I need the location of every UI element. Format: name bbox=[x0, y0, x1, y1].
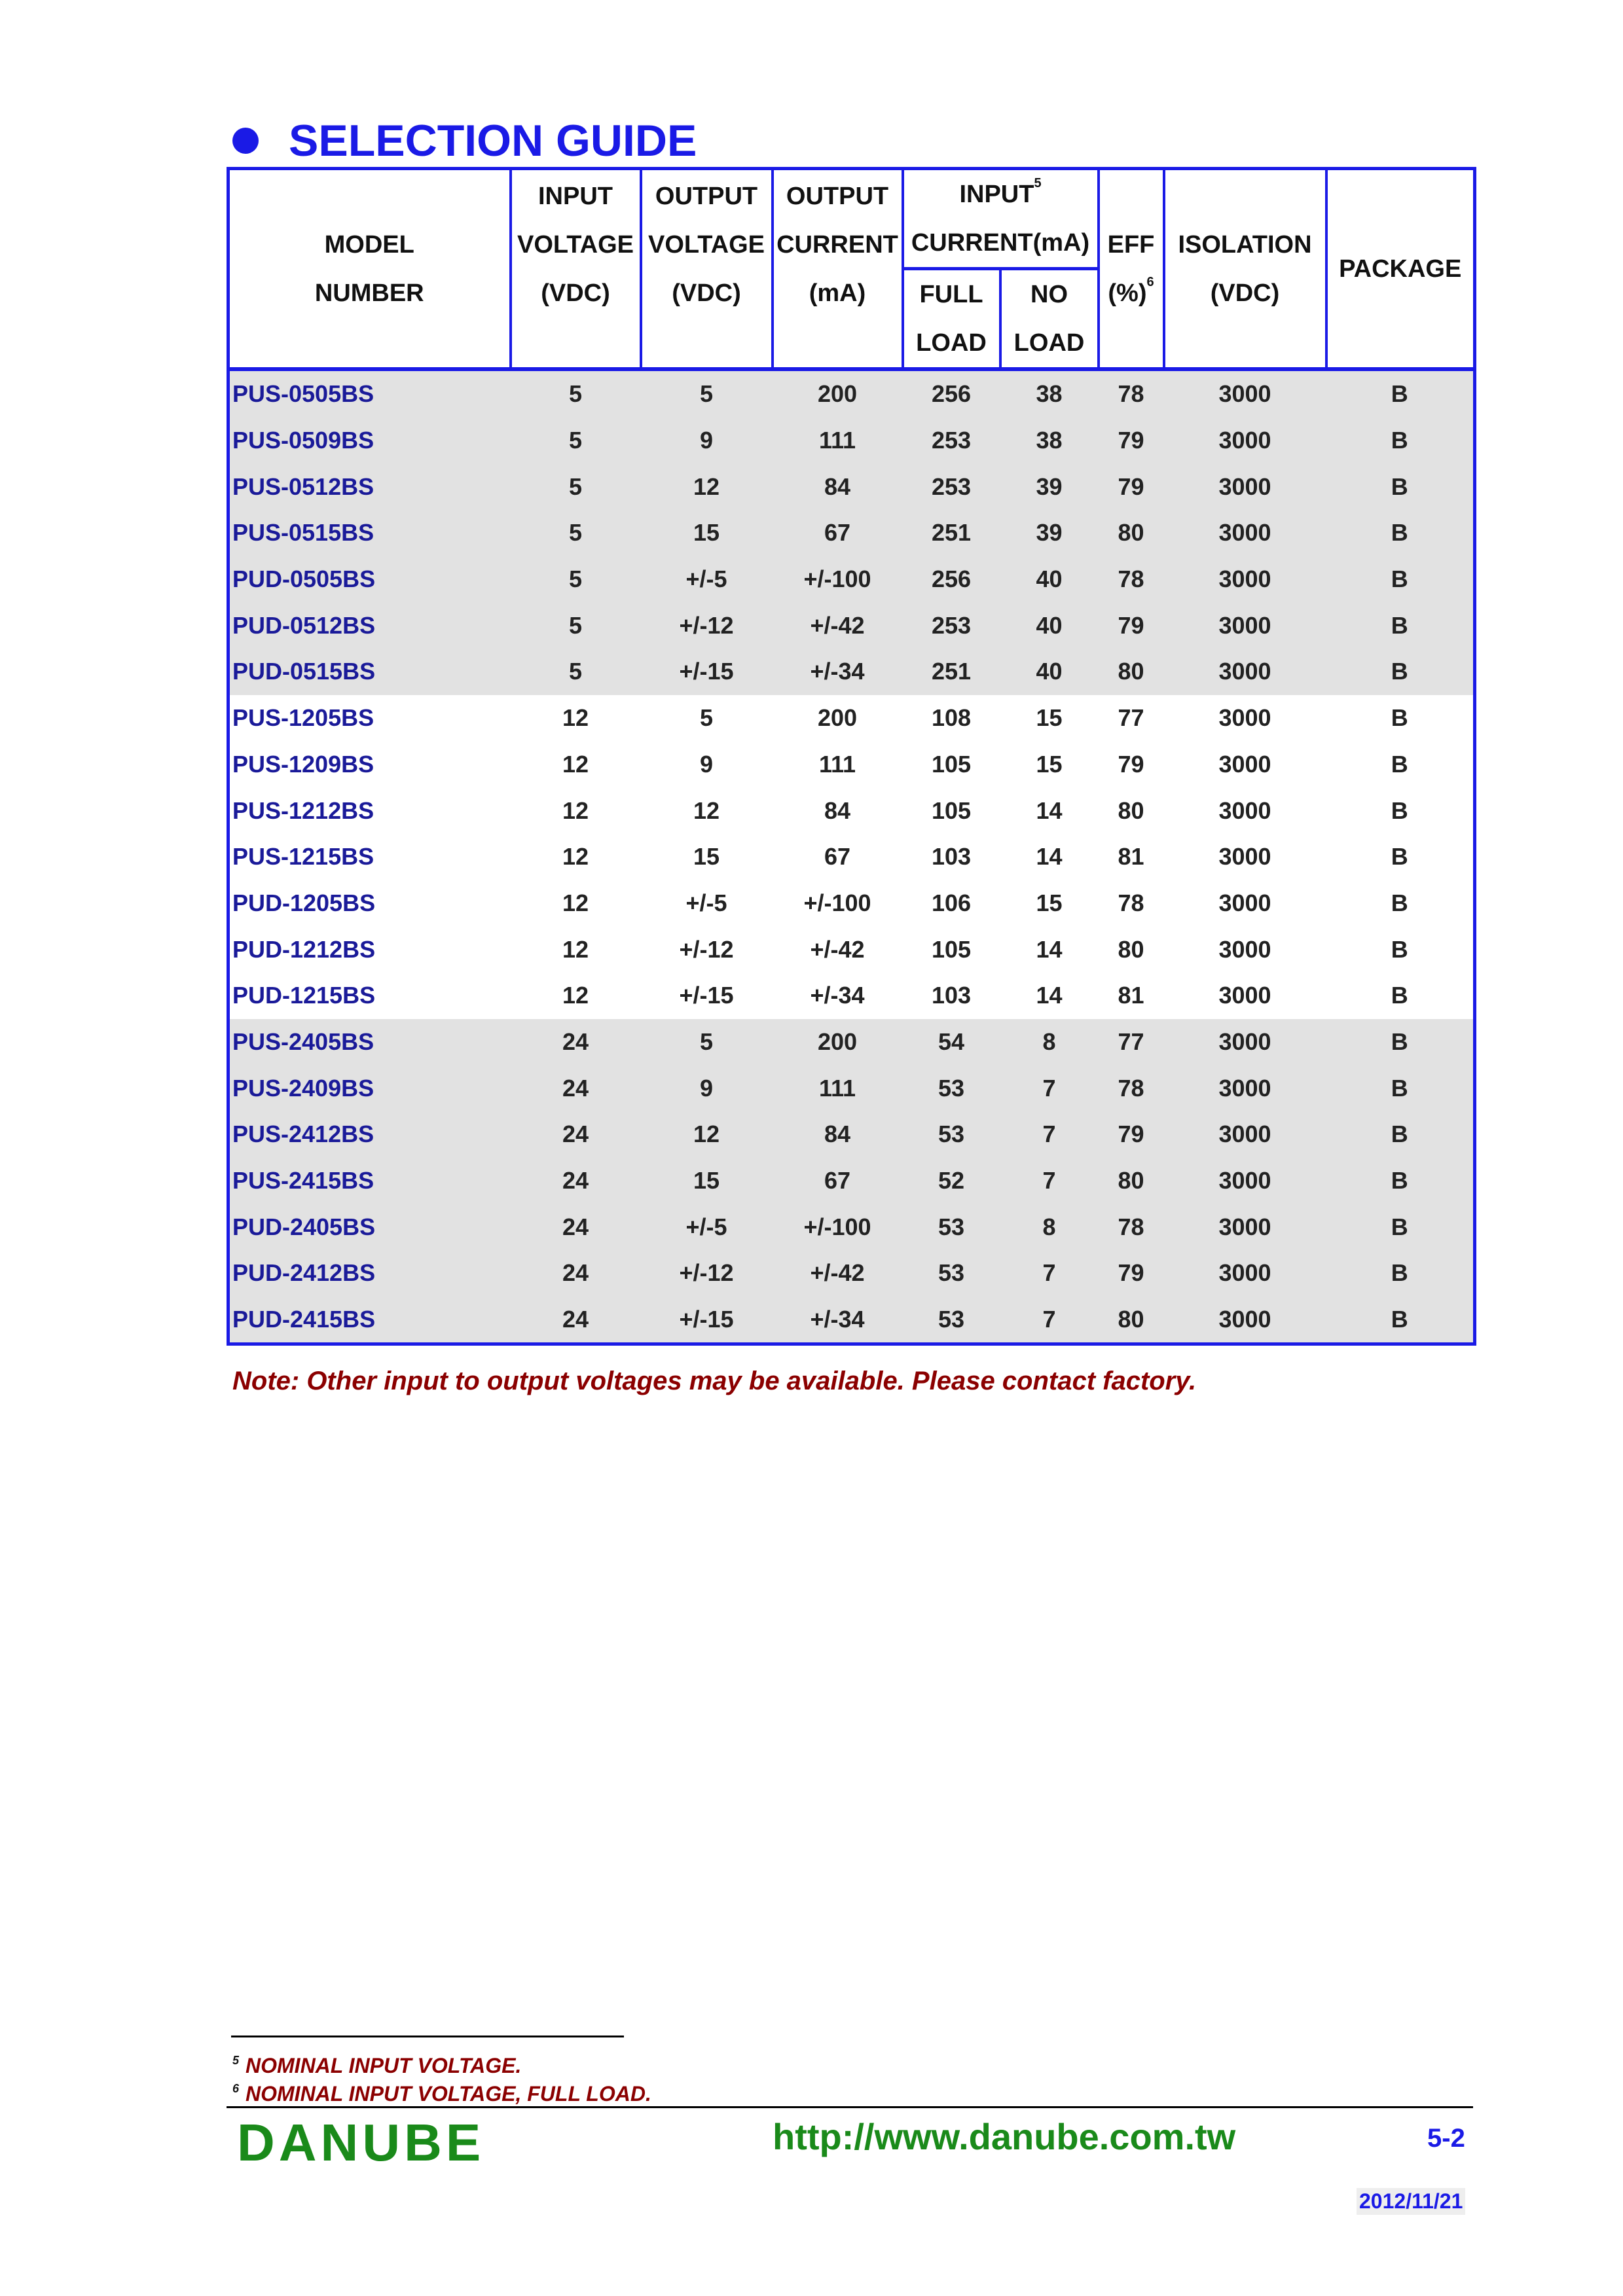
cell-efficiency: 77 bbox=[1099, 1019, 1164, 1066]
cell-input-voltage: 5 bbox=[511, 649, 641, 695]
cell-output-current: 111 bbox=[773, 1065, 903, 1111]
table-row bbox=[228, 463, 1475, 510]
table-row bbox=[228, 649, 1475, 695]
cell-package: B bbox=[1326, 1065, 1475, 1111]
selection-guide-table bbox=[227, 167, 1476, 1346]
cell-full-load-current: 256 bbox=[903, 369, 1000, 418]
cell-isolation: 3000 bbox=[1218, 843, 1271, 870]
cell-model: PUD-1215BS bbox=[232, 982, 376, 1009]
cell-output-current: +/-100 bbox=[773, 1204, 903, 1250]
cell-output-current: +/-34 bbox=[810, 982, 865, 1009]
cell-no-load-current: 40 bbox=[1000, 602, 1099, 649]
cell-efficiency: 81 bbox=[1118, 982, 1144, 1009]
cell-output-voltage: +/-5 bbox=[641, 1204, 773, 1250]
cell-input-voltage: 24 bbox=[511, 1065, 641, 1111]
cell-no-load-current: 7 bbox=[1000, 1065, 1099, 1111]
cell-isolation: 3000 bbox=[1164, 1250, 1326, 1297]
cell-isolation: 3000 bbox=[1164, 369, 1326, 418]
table-row bbox=[228, 510, 1475, 556]
cell-output-current: 84 bbox=[773, 463, 903, 510]
cell-efficiency: 80 bbox=[1118, 797, 1144, 824]
cell-no-load-current: 15 bbox=[1036, 889, 1063, 916]
cell-output-voltage: 9 bbox=[699, 750, 714, 778]
cell-isolation: 3000 bbox=[1218, 704, 1271, 732]
cell-model: PUS-1205BS bbox=[232, 704, 374, 732]
cell-no-load-current: 8 bbox=[1000, 1019, 1099, 1066]
cell-output-voltage: 15 bbox=[641, 1158, 773, 1204]
cell-efficiency: 80 bbox=[1118, 935, 1144, 963]
cell-isolation: 3000 bbox=[1218, 750, 1271, 778]
cell-efficiency: 80 bbox=[1099, 649, 1164, 695]
cell-no-load-current: 7 bbox=[1000, 1297, 1099, 1344]
cell-input-voltage: 24 bbox=[511, 1204, 641, 1250]
cell-efficiency: 79 bbox=[1118, 750, 1144, 778]
section-title-text: SELECTION GUIDE bbox=[289, 116, 697, 166]
cell-isolation: 3000 bbox=[1164, 556, 1326, 603]
cell-no-load-current: 15 bbox=[1036, 704, 1063, 732]
cell-full-load-current: 53 bbox=[903, 1111, 1000, 1158]
cell-output-voltage: +/-5 bbox=[641, 556, 773, 603]
table-row bbox=[228, 695, 1475, 742]
cell-input-voltage: 12 bbox=[562, 982, 589, 1009]
cell-input-voltage: 12 bbox=[562, 704, 589, 732]
cell-input-voltage: 12 bbox=[562, 750, 589, 778]
cell-package: B bbox=[1326, 1297, 1475, 1344]
cell-no-load-current: 14 bbox=[1036, 843, 1063, 870]
cell-package: B bbox=[1391, 889, 1408, 916]
cell-output-voltage: 9 bbox=[641, 418, 773, 464]
cell-full-load-current: 256 bbox=[903, 556, 1000, 603]
table-row bbox=[228, 742, 1475, 788]
cell-input-voltage: 5 bbox=[511, 418, 641, 464]
cell-isolation: 3000 bbox=[1164, 418, 1326, 464]
cell-package: B bbox=[1326, 510, 1475, 556]
cell-output-voltage: 15 bbox=[641, 510, 773, 556]
cell-efficiency: 79 bbox=[1099, 1250, 1164, 1297]
cell-full-load-current: 106 bbox=[931, 889, 972, 916]
footnote-divider bbox=[231, 2036, 624, 2037]
cell-isolation: 3000 bbox=[1164, 602, 1326, 649]
cell-isolation: 3000 bbox=[1164, 1158, 1326, 1204]
cell-efficiency: 79 bbox=[1099, 602, 1164, 649]
cell-output-current: 111 bbox=[818, 750, 856, 778]
cell-efficiency: 78 bbox=[1099, 556, 1164, 603]
cell-input-voltage: 5 bbox=[511, 463, 641, 510]
cell-package: B bbox=[1326, 1158, 1475, 1204]
table-row bbox=[228, 1250, 1475, 1297]
cell-full-load-current: 253 bbox=[903, 418, 1000, 464]
table-row bbox=[228, 418, 1475, 464]
cell-input-voltage: 12 bbox=[562, 935, 589, 963]
footnote-6: $^6$ NOMINAL INPUT VOLTAGE, FULL LOAD. bbox=[232, 2082, 651, 2106]
cell-input-voltage: 24 bbox=[511, 1019, 641, 1066]
cell-model: PUS-2415BS bbox=[228, 1158, 511, 1204]
cell-output-current: 111 bbox=[773, 418, 903, 464]
cell-package: B bbox=[1326, 649, 1475, 695]
header-output-current: OUTPUT CURRENT (mA) bbox=[773, 169, 903, 370]
cell-package: B bbox=[1391, 750, 1408, 778]
cell-no-load-current: 38 bbox=[1000, 369, 1099, 418]
cell-output-current: 200 bbox=[773, 1019, 903, 1066]
cell-output-voltage: +/-15 bbox=[679, 982, 734, 1009]
footer-divider bbox=[227, 2106, 1473, 2108]
cell-full-load-current: 105 bbox=[931, 797, 972, 824]
cell-package: B bbox=[1391, 797, 1408, 824]
header-full-load: FULL LOAD bbox=[903, 269, 1000, 370]
cell-model: PUD-2412BS bbox=[228, 1250, 511, 1297]
table-row bbox=[228, 556, 1475, 603]
cell-output-voltage: 15 bbox=[693, 843, 720, 870]
cell-efficiency: 81 bbox=[1118, 843, 1144, 870]
cell-efficiency: 79 bbox=[1099, 418, 1164, 464]
cell-package: B bbox=[1326, 556, 1475, 603]
cell-output-current: 84 bbox=[824, 797, 851, 824]
table-row bbox=[228, 1065, 1475, 1111]
cell-full-load-current: 251 bbox=[903, 510, 1000, 556]
cell-full-load-current: 251 bbox=[903, 649, 1000, 695]
cell-isolation: 3000 bbox=[1164, 1019, 1326, 1066]
cell-output-current: 84 bbox=[773, 1111, 903, 1158]
cell-model: PUD-2405BS bbox=[228, 1204, 511, 1250]
cell-no-load-current: 39 bbox=[1000, 510, 1099, 556]
cell-no-load-current: 14 bbox=[1036, 797, 1063, 824]
cell-input-voltage: 24 bbox=[511, 1158, 641, 1204]
table-row bbox=[228, 1158, 1475, 1204]
table-row bbox=[228, 1111, 1475, 1158]
cell-efficiency: 78 bbox=[1099, 369, 1164, 418]
cell-model: PUD-0512BS bbox=[228, 602, 511, 649]
revision-date: 2012/11/21 bbox=[1357, 2188, 1465, 2215]
cell-input-voltage: 5 bbox=[511, 510, 641, 556]
cell-output-current: 67 bbox=[773, 1158, 903, 1204]
cell-output-current: +/-34 bbox=[773, 649, 903, 695]
cell-input-voltage: 24 bbox=[511, 1250, 641, 1297]
cell-no-load-current: 7 bbox=[1000, 1111, 1099, 1158]
cell-isolation: 3000 bbox=[1164, 1204, 1326, 1250]
cell-input-voltage: 12 bbox=[562, 843, 589, 870]
cell-output-current: +/-100 bbox=[803, 889, 871, 916]
section-title bbox=[232, 111, 697, 170]
cell-efficiency: 78 bbox=[1118, 889, 1144, 916]
table-row bbox=[228, 1019, 1475, 1066]
cell-package: B bbox=[1326, 1111, 1475, 1158]
cell-model: PUD-2415BS bbox=[228, 1297, 511, 1344]
cell-isolation: 3000 bbox=[1164, 510, 1326, 556]
cell-input-voltage: 12 bbox=[562, 797, 589, 824]
cell-output-current: 200 bbox=[773, 369, 903, 418]
cell-package: B bbox=[1391, 935, 1408, 963]
cell-full-load-current: 253 bbox=[903, 602, 1000, 649]
cell-output-current: +/-42 bbox=[810, 935, 865, 963]
cell-isolation: 3000 bbox=[1218, 797, 1271, 824]
cell-input-voltage: 24 bbox=[511, 1111, 641, 1158]
cell-output-voltage: 12 bbox=[641, 463, 773, 510]
cell-full-load-current: 53 bbox=[903, 1065, 1000, 1111]
table-row bbox=[228, 834, 1475, 880]
cell-output-voltage: +/-5 bbox=[685, 889, 727, 916]
cell-output-voltage: +/-12 bbox=[641, 1250, 773, 1297]
table-row bbox=[228, 1297, 1475, 1344]
cell-output-voltage: 12 bbox=[641, 1111, 773, 1158]
cell-model: PUS-1212BS bbox=[232, 797, 374, 824]
cell-input-voltage: 5 bbox=[511, 602, 641, 649]
cell-output-voltage: 12 bbox=[693, 797, 720, 824]
cell-output-voltage: 5 bbox=[641, 1019, 773, 1066]
cell-model: PUS-2409BS bbox=[228, 1065, 511, 1111]
header-eff: EFF (%)$^6$ bbox=[1099, 169, 1164, 370]
cell-output-current: 67 bbox=[824, 843, 851, 870]
cell-isolation: 3000 bbox=[1164, 1111, 1326, 1158]
cell-efficiency: 80 bbox=[1099, 1297, 1164, 1344]
cell-model: PUD-1212BS bbox=[232, 935, 376, 963]
bullet-icon bbox=[232, 128, 259, 154]
cell-model: PUS-0509BS bbox=[228, 418, 511, 464]
header-package: PACKAGE bbox=[1326, 169, 1475, 370]
cell-input-voltage: 12 bbox=[562, 889, 589, 916]
cell-no-load-current: 40 bbox=[1000, 649, 1099, 695]
cell-no-load-current: 39 bbox=[1000, 463, 1099, 510]
cell-full-load-current: 54 bbox=[903, 1019, 1000, 1066]
page-number: 5-2 bbox=[1427, 2124, 1465, 2153]
cell-isolation: 3000 bbox=[1164, 649, 1326, 695]
cell-full-load-current: 53 bbox=[903, 1297, 1000, 1344]
cell-package: B bbox=[1326, 1019, 1475, 1066]
cell-package: B bbox=[1326, 1204, 1475, 1250]
cell-efficiency: 80 bbox=[1099, 1158, 1164, 1204]
cell-output-voltage: 5 bbox=[641, 369, 773, 418]
availability-note: Note: Other input to output voltages may be available. Please contact factory. bbox=[232, 1367, 1197, 1395]
table-row bbox=[228, 926, 1475, 973]
cell-input-voltage: 5 bbox=[511, 556, 641, 603]
cell-isolation: 3000 bbox=[1218, 935, 1271, 963]
cell-model: PUD-0505BS bbox=[228, 556, 511, 603]
cell-model: PUS-1209BS bbox=[232, 750, 374, 778]
cell-package: B bbox=[1326, 602, 1475, 649]
cell-model: PUS-0515BS bbox=[228, 510, 511, 556]
cell-full-load-current: 253 bbox=[903, 463, 1000, 510]
cell-output-current: +/-34 bbox=[773, 1297, 903, 1344]
cell-efficiency: 79 bbox=[1099, 463, 1164, 510]
cell-model: PUS-2412BS bbox=[228, 1111, 511, 1158]
footnote-5: $^5$ NOMINAL INPUT VOLTAGE. bbox=[232, 2054, 522, 2077]
cell-efficiency: 78 bbox=[1099, 1065, 1164, 1111]
cell-full-load-current: 105 bbox=[931, 750, 972, 778]
cell-no-load-current: 7 bbox=[1000, 1158, 1099, 1204]
cell-full-load-current: 53 bbox=[903, 1250, 1000, 1297]
cell-no-load-current: 7 bbox=[1000, 1250, 1099, 1297]
cell-output-voltage: +/-15 bbox=[641, 1297, 773, 1344]
cell-isolation: 3000 bbox=[1164, 1297, 1326, 1344]
header-input-current: INPUT$^5$ CURRENT(mA) bbox=[903, 169, 1099, 269]
header-input-voltage: INPUT VOLTAGE (VDC) bbox=[511, 169, 641, 370]
header-output-voltage: OUTPUT VOLTAGE (VDC) bbox=[641, 169, 773, 370]
cell-model: PUD-1205BS bbox=[232, 889, 376, 916]
danube-logo: DANUBE bbox=[237, 2113, 485, 2172]
table-row bbox=[228, 973, 1475, 1019]
cell-output-current: +/-42 bbox=[773, 602, 903, 649]
table-row bbox=[228, 787, 1475, 834]
cell-package: B bbox=[1326, 463, 1475, 510]
cell-package: B bbox=[1391, 982, 1408, 1009]
cell-model: PUD-0515BS bbox=[228, 649, 511, 695]
header-no-load: NO LOAD bbox=[1000, 269, 1099, 370]
cell-isolation: 3000 bbox=[1164, 463, 1326, 510]
cell-output-current: 67 bbox=[773, 510, 903, 556]
cell-full-load-current: 108 bbox=[931, 704, 972, 732]
cell-no-load-current: 38 bbox=[1000, 418, 1099, 464]
cell-model: PUS-0512BS bbox=[228, 463, 511, 510]
cell-efficiency: 77 bbox=[1118, 704, 1144, 732]
cell-output-voltage: +/-15 bbox=[641, 649, 773, 695]
cell-input-voltage: 24 bbox=[511, 1297, 641, 1344]
website-link[interactable]: http://www.danube.com.tw bbox=[773, 2116, 1236, 2157]
cell-no-load-current: 15 bbox=[1036, 750, 1063, 778]
cell-output-current: +/-100 bbox=[773, 556, 903, 603]
cell-package: B bbox=[1391, 843, 1408, 870]
cell-isolation: 3000 bbox=[1218, 889, 1271, 916]
cell-efficiency: 79 bbox=[1099, 1111, 1164, 1158]
cell-input-voltage: 5 bbox=[511, 369, 641, 418]
table-row bbox=[228, 369, 1475, 418]
cell-model: PUS-2405BS bbox=[228, 1019, 511, 1066]
cell-full-load-current: 105 bbox=[931, 935, 972, 963]
cell-package: B bbox=[1326, 1250, 1475, 1297]
cell-efficiency: 78 bbox=[1099, 1204, 1164, 1250]
cell-output-current: 200 bbox=[817, 704, 858, 732]
cell-full-load-current: 103 bbox=[931, 982, 972, 1009]
cell-model: PUS-0505BS bbox=[228, 369, 511, 418]
cell-full-load-current: 103 bbox=[931, 843, 972, 870]
cell-full-load-current: 53 bbox=[903, 1204, 1000, 1250]
header-model-number: MODEL NUMBER bbox=[314, 230, 424, 307]
cell-output-voltage: 5 bbox=[699, 704, 714, 732]
cell-package: B bbox=[1391, 704, 1408, 732]
cell-output-voltage: +/-12 bbox=[679, 935, 734, 963]
cell-output-voltage: 9 bbox=[641, 1065, 773, 1111]
cell-package: B bbox=[1326, 369, 1475, 418]
cell-package: B bbox=[1326, 418, 1475, 464]
cell-no-load-current: 8 bbox=[1000, 1204, 1099, 1250]
cell-no-load-current: 14 bbox=[1036, 982, 1063, 1009]
table-row bbox=[228, 1204, 1475, 1250]
cell-output-voltage: +/-12 bbox=[641, 602, 773, 649]
cell-efficiency: 80 bbox=[1099, 510, 1164, 556]
cell-isolation: 3000 bbox=[1218, 982, 1271, 1009]
cell-full-load-current: 52 bbox=[903, 1158, 1000, 1204]
table-row bbox=[228, 602, 1475, 649]
cell-output-current: +/-42 bbox=[773, 1250, 903, 1297]
cell-no-load-current: 40 bbox=[1000, 556, 1099, 603]
cell-isolation: 3000 bbox=[1164, 1065, 1326, 1111]
table-row bbox=[228, 880, 1475, 927]
cell-no-load-current: 14 bbox=[1036, 935, 1063, 963]
cell-model: PUS-1215BS bbox=[232, 843, 374, 870]
header-isolation: ISOLATION (VDC) bbox=[1164, 169, 1326, 370]
